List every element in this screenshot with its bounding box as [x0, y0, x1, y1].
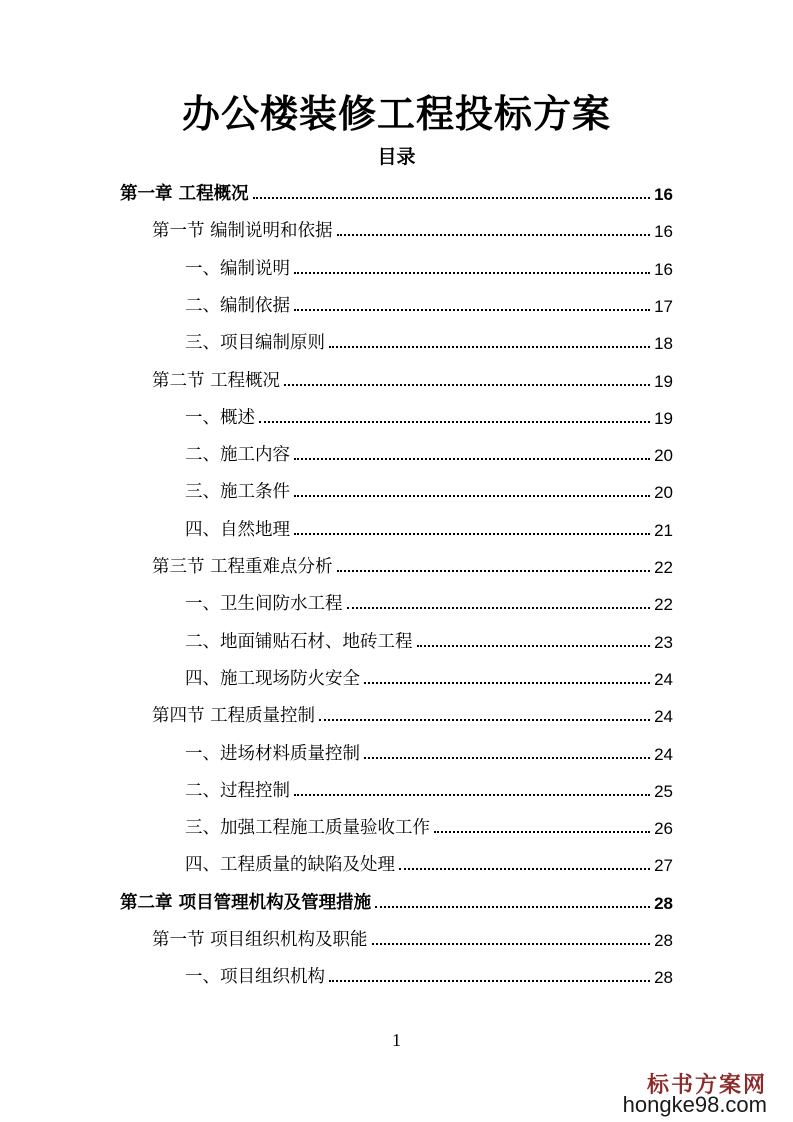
toc-entry-label: 四、工程质量的缺陷及处理: [185, 855, 395, 876]
toc-entry[interactable]: [185, 772, 673, 802]
toc-entry[interactable]: [185, 585, 673, 615]
toc-entry-page: 20: [654, 483, 673, 503]
toc-entry[interactable]: [185, 287, 673, 317]
toc-entry[interactable]: [185, 735, 673, 765]
toc-entry[interactable]: [185, 958, 673, 988]
document-title: 办公楼装修工程投标方案: [181, 92, 611, 136]
toc-dot-leader: [294, 495, 650, 497]
toc-entry-label: 二、编制依据: [185, 295, 290, 316]
toc-dot-leader: [417, 645, 651, 647]
toc-entry-label: 一、概述: [185, 407, 255, 428]
toc-dot-leader: [364, 757, 650, 759]
toc-entry-page: 23: [654, 632, 673, 652]
toc-entry[interactable]: [185, 436, 673, 466]
toc-dot-leader: [372, 943, 651, 945]
toc-entry-label: 第一节 项目组织机构及职能: [152, 930, 368, 950]
toc-entry[interactable]: [185, 809, 673, 839]
toc-entry-page: 28: [654, 968, 673, 988]
page-number: 1: [392, 1030, 401, 1050]
toc-entry[interactable]: [152, 548, 673, 578]
toc-entry-page: 27: [654, 856, 673, 876]
toc-entry-page: 19: [654, 408, 673, 428]
toc-dot-leader: [294, 309, 650, 311]
toc-entry[interactable]: [152, 212, 673, 242]
toc-entry-label: 第一章 工程概况: [120, 184, 249, 204]
watermark-url: hongke98.com: [622, 1092, 767, 1117]
toc-entry-page: 24: [654, 744, 673, 764]
toc-entry-label: 一、卫生间防水工程: [185, 594, 343, 615]
toc-entry-page: 16: [654, 259, 673, 279]
toc-entry-label: 一、进场材料质量控制: [185, 743, 360, 764]
toc-dot-leader: [294, 533, 650, 535]
toc-entry[interactable]: [185, 399, 673, 429]
toc-dot-leader: [329, 346, 650, 348]
toc-entry-page: 28: [654, 893, 673, 913]
toc-dot-leader: [294, 794, 650, 796]
toc-entry[interactable]: [120, 884, 673, 914]
toc-entry-label: 第一节 编制说明和依据: [152, 221, 333, 242]
toc-dot-leader: [259, 421, 650, 423]
toc-entry-page: 19: [654, 371, 673, 391]
toc-entry[interactable]: [152, 921, 673, 951]
toc-dot-leader: [294, 458, 650, 460]
toc-entry-label: 第三节 工程重难点分析: [152, 557, 333, 577]
toc-entry-page: 21: [654, 520, 673, 540]
toc-entry-page: 26: [654, 819, 673, 839]
toc-entry-label: 三、加强工程施工质量验收工作: [185, 818, 430, 839]
toc-entry-label: 一、项目组织机构: [185, 967, 325, 988]
toc-entry-label: 一、编制说明: [185, 258, 290, 279]
toc-dot-leader: [434, 831, 650, 833]
toc-entry-page: 18: [654, 334, 673, 354]
toc-entry-page: 24: [654, 669, 673, 689]
toc-entry-page: 16: [654, 222, 673, 242]
watermark-site-name: 标书方案网: [646, 1072, 767, 1098]
toc-entry[interactable]: [185, 250, 673, 280]
toc-entry[interactable]: [185, 324, 673, 354]
toc-dot-leader: [347, 607, 651, 609]
toc-entry[interactable]: [185, 660, 673, 690]
toc-entry[interactable]: [120, 175, 673, 205]
toc-dot-leader: [399, 868, 650, 870]
toc-entry-label: 三、施工条件: [185, 482, 290, 503]
toc-entry-label: 三、项目编制原则: [185, 333, 325, 354]
toc-entry[interactable]: [185, 846, 673, 876]
toc-dot-leader: [337, 570, 651, 572]
toc-dot-leader: [337, 234, 651, 236]
toc-entry-page: 22: [654, 595, 673, 615]
toc-dot-leader: [375, 906, 650, 908]
toc-entry-page: 25: [654, 781, 673, 801]
toc-entry-page: 20: [654, 446, 673, 466]
toc-entry-label: 第二节 工程概况: [152, 370, 281, 391]
toc-dot-leader: [253, 197, 650, 199]
toc-entry[interactable]: [185, 623, 673, 653]
toc-entry-page: 24: [654, 707, 673, 727]
toc-entry-label: 二、过程控制: [185, 780, 290, 801]
toc-entry-page: 17: [654, 296, 673, 316]
toc-entry-page: 16: [654, 185, 673, 204]
toc-entry-label: 四、自然地理: [185, 519, 290, 540]
toc-heading: 目录: [377, 146, 416, 168]
toc-entry-label: 二、施工内容: [185, 445, 290, 466]
toc-dot-leader: [364, 682, 650, 684]
toc-entry-label: 四、施工现场防火安全: [185, 668, 360, 689]
toc-dot-leader: [294, 272, 650, 274]
toc-entry[interactable]: [185, 473, 673, 503]
toc-entry-page: 28: [654, 931, 673, 950]
toc-entry-label: 第二章 项目管理机构及管理措施: [120, 892, 372, 913]
toc-entry[interactable]: [185, 511, 673, 541]
toc-dot-leader: [284, 384, 650, 386]
toc-dot-leader: [319, 719, 650, 721]
toc-entry[interactable]: [152, 697, 673, 727]
toc-entry[interactable]: [152, 362, 673, 392]
toc-entry-label: 第四节 工程质量控制: [152, 706, 316, 727]
toc-entry-page: 22: [654, 558, 673, 577]
toc-dot-leader: [329, 980, 650, 982]
toc-entry-label: 二、地面铺贴石材、地砖工程: [185, 631, 413, 652]
